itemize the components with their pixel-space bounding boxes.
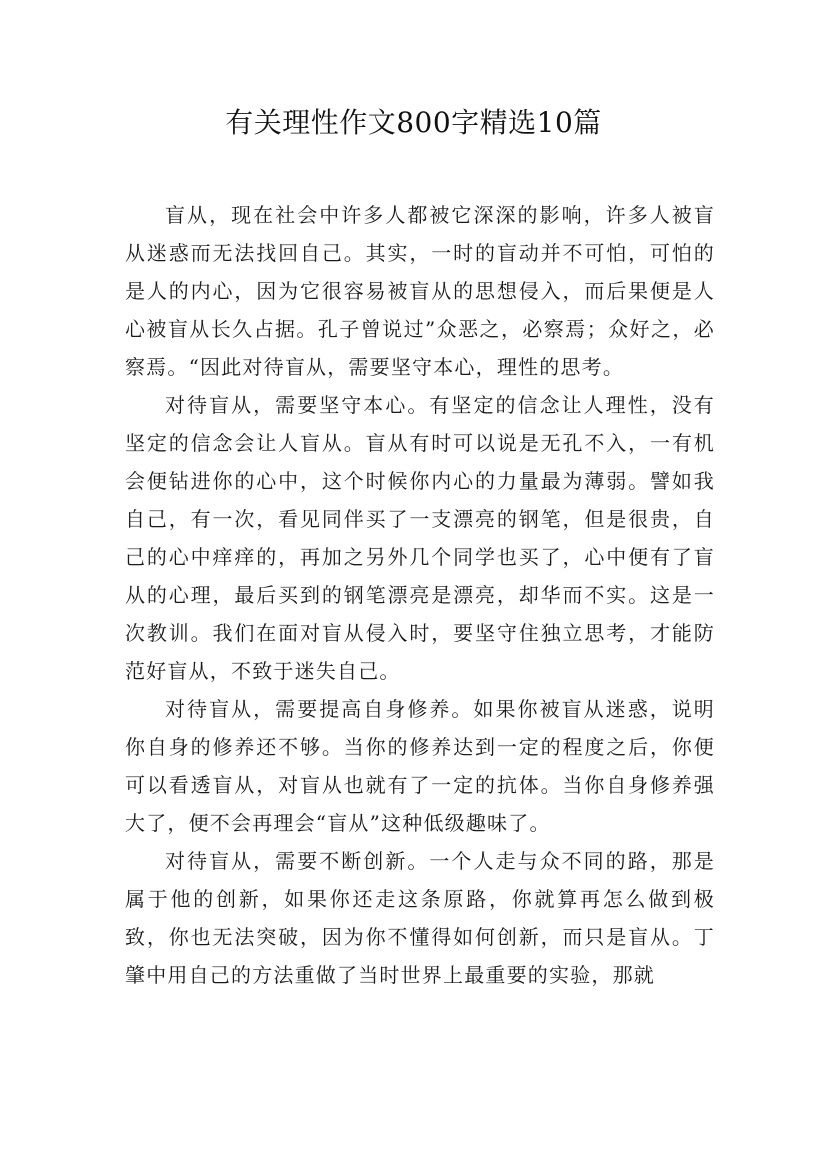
document-body bbox=[125, 196, 715, 994]
paragraph-2: 对待盲从，需要坚守本心。有坚定的信念让人理性，没有坚定的信念会让人盲从。盲从有时可以说是无孔不入，一有机会便钻进你的心中，这个时候你内心的力量最为薄弱。譬如我自己，有一次，看见同伴买了一支漂亮的钢笔，但是很贵，自己的心中痒痒的，再加之另外几个同学也买了，心中便有了盲从的心理，最后买到的钢笔漂亮是漂亮，却华而不实。这是一次教训。我们在面对盲从侵入时，要坚守住独立思考，才能防范好盲从，不致于迷失自己。 bbox=[125, 393, 715, 683]
paragraph-1: 盲从，现在社会中许多人都被它深深的影响，许多人被盲从迷惑而无法找回自己。其实，一时的盲动并不可怕，可怕的是人的内心，因为它很容易被盲从的思想侵入，而后果便是人心被盲从长久占据。孔子曾说过”众恶之，必察焉；众好之，必察焉。“因此对待盲从，需要坚守本心，理性的思考。 bbox=[125, 203, 715, 379]
document-title: 有关理性作文800字精选10篇 bbox=[225, 106, 602, 139]
paragraph-4: 对待盲从，需要不断创新。一个人走与众不同的路，那是属于他的创新，如果你还走这条原路，你就算再怎么做到极致，你也无法突破，因为你不懂得如何创新，而只是盲从。丁肇中用自己的方法重做了当时世界上最重要的实验，那就 bbox=[125, 849, 715, 987]
paragraph-3: 对待盲从，需要提高自身修养。如果你被盲从迷惑，说明你自身的修养还不够。当你的修养达到一定的程度之后，你便可以看透盲从，对盲从也就有了一定的抗体。当你自身修养强大了，便不会再理会“盲从”这种低级趣味了。 bbox=[125, 697, 715, 835]
